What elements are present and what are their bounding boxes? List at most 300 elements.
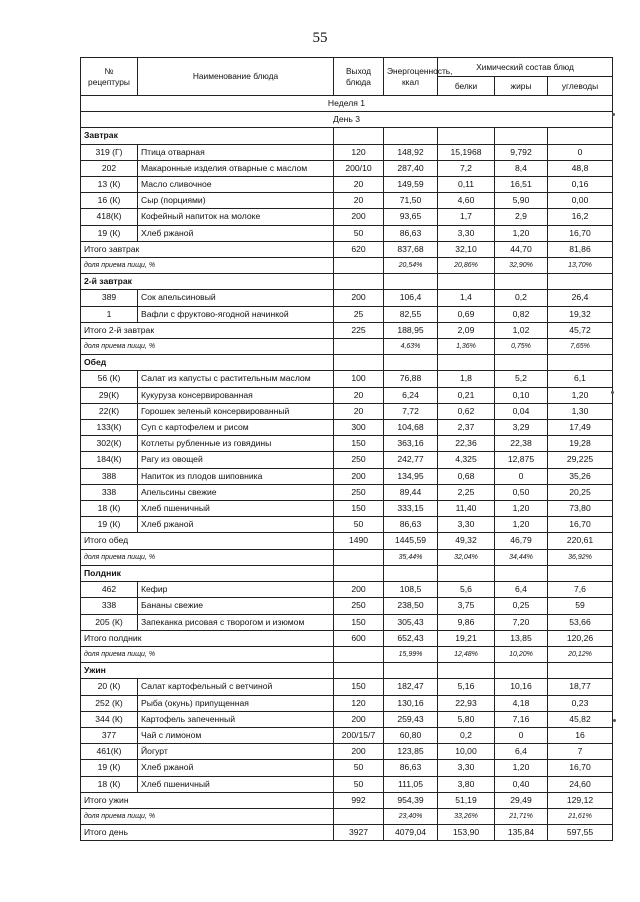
header-carbs: углеводы [548,77,613,96]
cell-protein: 1,4 [438,290,495,306]
cell-energy: 652,43 [384,630,438,646]
cell-dish-name: Салат из капусты с растительным маслом [138,371,334,387]
cell-yield: 100 [334,371,384,387]
cell-fat: 9,792 [495,144,548,160]
cell-rec-no: 22(К) [81,403,138,419]
cell-carbs: 21,61% [548,808,613,824]
cell-yield: 300 [334,420,384,436]
total-label: Итого 2-й завтрак [81,322,334,338]
cell-fat: 1,20 [495,760,548,776]
cell-fat: 46,79 [495,533,548,549]
cell-dish-name: Хлеб ржаной [138,760,334,776]
table-row [81,517,613,533]
cell-protein: 20,86% [438,258,495,274]
table-row [81,177,613,193]
cell-yield: 200 [334,209,384,225]
table-row [81,582,613,598]
cell-carbs: 0,00 [548,193,613,209]
cell-carbs: 120,26 [548,630,613,646]
cell-protein: 4,325 [438,452,495,468]
cell-energy: 111,05 [384,776,438,792]
table-row [81,484,613,500]
section-label: Ужин [81,663,334,679]
cell-protein: 1,8 [438,371,495,387]
cell-energy: 287,40 [384,160,438,176]
cell-fat: 22,38 [495,436,548,452]
empty-cell [548,663,613,679]
cell-carbs: 16,2 [548,209,613,225]
cell-fat: 5,2 [495,371,548,387]
cell-carbs: 7,65% [548,339,613,355]
cell-rec-no: 133(К) [81,420,138,436]
cell-energy: 130,16 [384,695,438,711]
cell-yield: 20 [334,403,384,419]
scan-mark [612,113,615,116]
cell-energy: 363,16 [384,436,438,452]
cell-fat: 1,20 [495,225,548,241]
cell-protein: 49,32 [438,533,495,549]
table-row [81,614,613,630]
cell-energy: 188,95 [384,322,438,338]
cell-protein: 7,2 [438,160,495,176]
cell-rec-no: 338 [81,598,138,614]
cell-yield: 50 [334,776,384,792]
cell-yield: 150 [334,501,384,517]
cell-protein: 32,04% [438,549,495,565]
cell-carbs: 48,8 [548,160,613,176]
empty-cell [334,128,384,144]
header-chem: Химический состав блюд [438,58,613,77]
header-energy: Энергоценность, ккал [384,58,438,96]
share-label: доля приема пищи, % [81,549,334,565]
cell-energy: 6,24 [384,387,438,403]
cell-rec-no: 418(К) [81,209,138,225]
table-row [81,403,613,419]
cell-dish-name: Кефир [138,582,334,598]
day-total-label: Итого день [81,825,334,841]
empty-cell [548,565,613,581]
cell-energy: 134,95 [384,468,438,484]
cell-carbs: 19,28 [548,436,613,452]
cell-carbs: 73,80 [548,501,613,517]
cell-fat: 16,51 [495,177,548,193]
cell-fat: 5,90 [495,193,548,209]
cell-yield: 200/10 [334,160,384,176]
cell-dish-name: Горошек зеленый консервированный [138,403,334,419]
cell-energy: 182,47 [384,679,438,695]
cell-carbs: 0 [548,144,613,160]
cell-carbs: 53,66 [548,614,613,630]
cell-carbs: 26,4 [548,290,613,306]
scan-mark [611,391,614,394]
cell-protein: 2,37 [438,420,495,436]
cell-carbs: 29,225 [548,452,613,468]
cell-energy: 86,63 [384,517,438,533]
page-number: 55 [312,30,328,46]
cell-fat: 13,85 [495,630,548,646]
cell-protein: 3,80 [438,776,495,792]
cell-dish-name: Сок апельсиновый [138,290,334,306]
cell-carbs: 129,12 [548,792,613,808]
cell-fat: 0,50 [495,484,548,500]
cell-energy: 104,68 [384,420,438,436]
cell-energy: 93,65 [384,209,438,225]
cell-dish-name: Запеканка рисовая с творогом и изюмом [138,614,334,630]
share-label: доля приема пищи, % [81,258,334,274]
cell-energy: 23,40% [384,808,438,824]
cell-energy: 86,63 [384,760,438,776]
section-row [81,274,613,290]
empty-cell [548,274,613,290]
cell-fat: 0,82 [495,306,548,322]
table-row [81,760,613,776]
section-row [81,663,613,679]
share-row [81,808,613,824]
cell-protein: 5,16 [438,679,495,695]
empty-cell [334,646,384,662]
cell-carbs: 1,20 [548,387,613,403]
empty-cell [384,663,438,679]
cell-yield: 600 [334,630,384,646]
cell-protein: 33,26% [438,808,495,824]
cell-carbs: 0,23 [548,695,613,711]
cell-rec-no: 388 [81,468,138,484]
cell-yield: 250 [334,484,384,500]
cell-protein: 5,80 [438,711,495,727]
cell-protein: 3,30 [438,225,495,241]
table-row [81,436,613,452]
cell-fat: 4,18 [495,695,548,711]
cell-dish-name: Кукуруза консервированная [138,387,334,403]
cell-carbs: 7,6 [548,582,613,598]
share-row [81,258,613,274]
cell-energy: 71,50 [384,193,438,209]
cell-carbs: 16,70 [548,760,613,776]
empty-cell [334,355,384,371]
empty-cell [334,258,384,274]
empty-cell [495,274,548,290]
share-row [81,549,613,565]
day-label: День 3 [81,112,613,128]
empty-cell [548,355,613,371]
cell-carbs: 7 [548,744,613,760]
table-row [81,776,613,792]
cell-dish-name: Бананы свежие [138,598,334,614]
cell-energy: 148,92 [384,144,438,160]
cell-yield: 20 [334,177,384,193]
cell-carbs: 18,77 [548,679,613,695]
cell-yield: 620 [334,241,384,257]
cell-protein: 1,7 [438,209,495,225]
header-protein: белки [438,77,495,96]
cell-rec-no: 56 (К) [81,371,138,387]
cell-protein: 1,36% [438,339,495,355]
empty-cell [495,663,548,679]
empty-cell [334,549,384,565]
menu-table [80,57,613,841]
cell-yield: 150 [334,614,384,630]
cell-fat: 2,9 [495,209,548,225]
cell-protein: 9,86 [438,614,495,630]
cell-rec-no: 19 (К) [81,225,138,241]
cell-fat: 1,02 [495,322,548,338]
cell-rec-no: 462 [81,582,138,598]
empty-cell [384,355,438,371]
scan-mark [613,719,616,722]
cell-energy: 60,80 [384,727,438,743]
total-label: Итого ужин [81,792,334,808]
cell-protein: 3,30 [438,760,495,776]
cell-dish-name: Сыр (порциями) [138,193,334,209]
cell-dish-name: Кофейный напиток на молоке [138,209,334,225]
cell-energy: 238,50 [384,598,438,614]
share-label: доля приема пищи, % [81,339,334,355]
table-row [81,501,613,517]
cell-protein: 12,48% [438,646,495,662]
cell-fat: 32,90% [495,258,548,274]
cell-rec-no: 29(К) [81,387,138,403]
cell-protein: 11,40 [438,501,495,517]
cell-protein: 3,30 [438,517,495,533]
cell-yield: 992 [334,792,384,808]
section-row [81,355,613,371]
cell-yield: 200/15/7 [334,727,384,743]
cell-energy: 89,44 [384,484,438,500]
cell-fat: 44,70 [495,241,548,257]
cell-dish-name: Апельсины свежие [138,484,334,500]
cell-carbs: 45,72 [548,322,613,338]
cell-carbs: 16 [548,727,613,743]
empty-cell [548,128,613,144]
cell-fat: 34,44% [495,549,548,565]
empty-cell [384,565,438,581]
section-label: Обед [81,355,334,371]
cell-fat: 0,25 [495,598,548,614]
table-row [81,452,613,468]
cell-rec-no: 377 [81,727,138,743]
cell-rec-no: 19 (К) [81,517,138,533]
cell-energy: 954,39 [384,792,438,808]
cell-protein: 0,69 [438,306,495,322]
cell-dish-name: Птица отварная [138,144,334,160]
cell-fat: 1,20 [495,517,548,533]
cell-fat: 7,16 [495,711,548,727]
cell-fat: 0 [495,468,548,484]
cell-energy: 76,88 [384,371,438,387]
empty-cell [438,663,495,679]
cell-fat: 135,84 [495,825,548,841]
cell-fat: 0,04 [495,403,548,419]
cell-energy: 4079,04 [384,825,438,841]
cell-protein: 153,90 [438,825,495,841]
cell-fat: 1,20 [495,501,548,517]
cell-carbs: 20,12% [548,646,613,662]
cell-protein: 5,6 [438,582,495,598]
cell-fat: 3,29 [495,420,548,436]
cell-fat: 0,10 [495,387,548,403]
cell-carbs: 16,70 [548,225,613,241]
cell-energy: 305,43 [384,614,438,630]
header-fat: жиры [495,77,548,96]
cell-dish-name: Хлеб ржаной [138,225,334,241]
table-row [81,695,613,711]
cell-dish-name: Рагу из овощей [138,452,334,468]
empty-cell [384,274,438,290]
cell-yield: 250 [334,452,384,468]
cell-energy: 1445,59 [384,533,438,549]
cell-yield: 50 [334,760,384,776]
cell-protein: 0,62 [438,403,495,419]
cell-carbs: 17,49 [548,420,613,436]
cell-energy: 333,15 [384,501,438,517]
total-row [81,533,613,549]
cell-protein: 32,10 [438,241,495,257]
cell-carbs: 597,55 [548,825,613,841]
empty-cell [438,274,495,290]
cell-dish-name: Суп с картофелем и рисом [138,420,334,436]
cell-carbs: 20,25 [548,484,613,500]
cell-protein: 0,68 [438,468,495,484]
cell-protein: 22,93 [438,695,495,711]
cell-yield: 200 [334,582,384,598]
section-label: 2-й завтрак [81,274,334,290]
day-total-row [81,825,613,841]
cell-yield: 120 [334,144,384,160]
share-row [81,339,613,355]
cell-dish-name: Картофель запеченный [138,711,334,727]
section-label: Полдник [81,565,334,581]
cell-carbs: 13,70% [548,258,613,274]
cell-rec-no: 202 [81,160,138,176]
total-row [81,322,613,338]
cell-dish-name: Котлеты рубленные из говядины [138,436,334,452]
cell-rec-no: 1 [81,306,138,322]
cell-rec-no: 16 (К) [81,193,138,209]
cell-carbs: 24,60 [548,776,613,792]
cell-yield: 50 [334,225,384,241]
cell-carbs: 35,26 [548,468,613,484]
table-row [81,193,613,209]
cell-energy: 123,85 [384,744,438,760]
cell-carbs: 1,30 [548,403,613,419]
cell-energy: 7,72 [384,403,438,419]
empty-cell [438,355,495,371]
table-row [81,679,613,695]
cell-rec-no: 184(К) [81,452,138,468]
table-row [81,387,613,403]
table-row [81,306,613,322]
cell-protein: 51,19 [438,792,495,808]
cell-rec-no: 19 (К) [81,760,138,776]
cell-fat: 6,4 [495,744,548,760]
cell-yield: 250 [334,598,384,614]
cell-protein: 0,21 [438,387,495,403]
cell-carbs: 0,16 [548,177,613,193]
table-row [81,727,613,743]
cell-energy: 259,43 [384,711,438,727]
cell-fat: 10,20% [495,646,548,662]
total-row [81,792,613,808]
section-row [81,128,613,144]
cell-carbs: 6,1 [548,371,613,387]
cell-yield: 3927 [334,825,384,841]
table-row [81,468,613,484]
table-row [81,420,613,436]
table-row [81,225,613,241]
cell-fat: 6,4 [495,582,548,598]
cell-yield: 200 [334,744,384,760]
total-row [81,630,613,646]
cell-fat: 10,16 [495,679,548,695]
cell-yield: 200 [334,290,384,306]
cell-rec-no: 205 (К) [81,614,138,630]
table-row [81,144,613,160]
cell-protein: 10,00 [438,744,495,760]
empty-cell [334,808,384,824]
cell-yield: 200 [334,711,384,727]
cell-fat: 0,2 [495,290,548,306]
cell-fat: 8,4 [495,160,548,176]
section-label: Завтрак [81,128,334,144]
cell-protein: 2,25 [438,484,495,500]
empty-cell [495,128,548,144]
share-row [81,646,613,662]
share-label: доля приема пищи, % [81,808,334,824]
empty-cell [495,355,548,371]
cell-protein: 0,2 [438,727,495,743]
table-row [81,598,613,614]
cell-fat: 0,75% [495,339,548,355]
cell-dish-name: Салат картофельный с ветчиной [138,679,334,695]
cell-yield: 1490 [334,533,384,549]
header-yield: Выход блюда [334,58,384,96]
empty-cell [438,565,495,581]
cell-yield: 200 [334,468,384,484]
cell-energy: 837,68 [384,241,438,257]
cell-rec-no: 461(К) [81,744,138,760]
total-label: Итого полдник [81,630,334,646]
cell-energy: 108,5 [384,582,438,598]
table-row [81,209,613,225]
cell-yield: 50 [334,517,384,533]
share-label: доля приема пищи, % [81,646,334,662]
cell-carbs: 45,82 [548,711,613,727]
cell-protein: 3,75 [438,598,495,614]
cell-protein: 2,09 [438,322,495,338]
cell-rec-no: 302(К) [81,436,138,452]
cell-rec-no: 18 (К) [81,501,138,517]
empty-cell [438,128,495,144]
table-row [81,290,613,306]
cell-dish-name: Напиток из плодов шиповника [138,468,334,484]
section-row [81,565,613,581]
menu-body [81,96,613,841]
cell-protein: 15,1968 [438,144,495,160]
cell-dish-name: Рыба (окунь) припущенная [138,695,334,711]
cell-yield: 150 [334,436,384,452]
cell-fat: 29,49 [495,792,548,808]
cell-energy: 35,44% [384,549,438,565]
header-rec-no: № рецептуры [81,58,138,96]
total-label: Итого обед [81,533,334,549]
cell-energy: 86,63 [384,225,438,241]
cell-fat: 0 [495,727,548,743]
cell-carbs: 16,70 [548,517,613,533]
empty-cell [334,565,384,581]
table-row [81,160,613,176]
total-label: Итого завтрак [81,241,334,257]
cell-rec-no: 319 (Г) [81,144,138,160]
